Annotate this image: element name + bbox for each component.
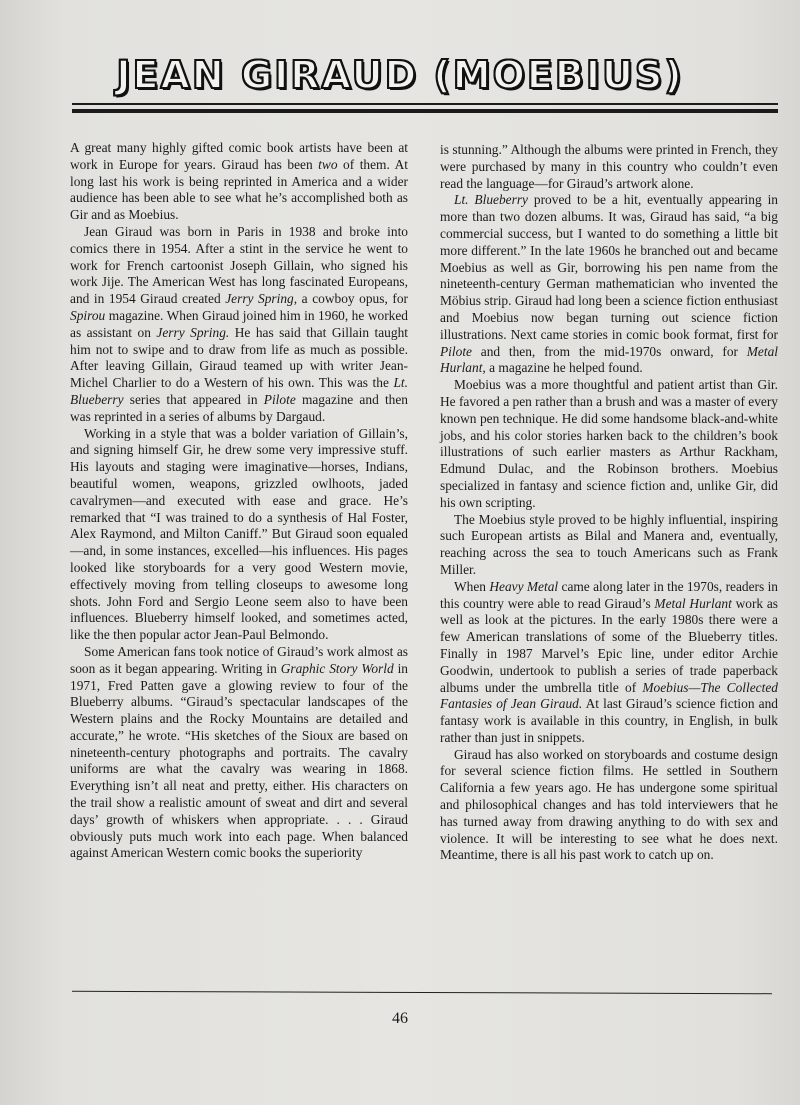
italic-title: Jerry Spring, bbox=[225, 291, 298, 307]
text-run: At last Giraud’s science fiction and fantasy work is available in this country, in English, in bulk rather than just in snippets. bbox=[440, 696, 779, 745]
italic-title: Pilote bbox=[440, 343, 472, 359]
italic-title: Jerry Spring. bbox=[156, 324, 230, 340]
text-run: When bbox=[454, 578, 490, 594]
italic-title: Heavy Metal bbox=[489, 578, 559, 594]
text-run: Some American fans took notice of Giraud’s work almost as soon as it began appearing. Writing in bbox=[70, 643, 408, 676]
title-rule-thick bbox=[72, 109, 778, 113]
text-run: Working in a style that was a bolder variation of Gillain’s, and signing himself Gir, he drew some very impressive stuff. His layouts and staging were imaginative—horses, Indians, beautiful women, weapons, grizzled owlhoots, jaded cavalrymen—and executed with ease and grace. He’s remarked that “I was trained to do a synthesis of Hal Foster, Alex Raymond, and Milton Caniff.” But Giraud soon equaled—and, in some instances, excelled—his influences. His pages looked like storyboards for a very good Western movie, effectively moving from telling closeups to awesome long shots. John Ford and Sergio Leone seem also to have been influences. Blueberry himself looked, and sometimes acted, like the then popular actor Jean-Paul Belmondo. bbox=[70, 425, 408, 643]
italic-title: Pilote bbox=[263, 391, 296, 407]
paragraph bbox=[440, 142, 778, 192]
italic-title: Metal Hurlant bbox=[654, 595, 732, 611]
paragraph bbox=[70, 224, 408, 426]
page-number: 46 bbox=[392, 1010, 408, 1027]
text-run: work as well as look at the pictures. In the early 1980s there were a few American translations of some of the Blueberry titles. Finally in 1987 Marvel’s Epic line, under editor Archie Goodwin, undertook to publish a series of trade paperback albums under the umbrella title of bbox=[440, 595, 779, 695]
paragraph bbox=[440, 377, 778, 511]
text-run: in 1971, Fred Patten gave a glowing review to four of the Blueberry albums. “Giraud’s spectacular landscapes of the Western plains and the Rocky Mountains are detailed and accurate,” he wrote. “His sketches of the Sioux are based on nineteenth-century photographs and portraits. The cavalry uniforms are what the cavalry was wearing in 1868. Everything isn’t all neat and pretty, either. His characters on the trail show a realistic amount of sweat and dirt and several days’ growth of whiskers when appropriate. . . . Giraud obviously puts much work into each page. When balanced against American Western comic books the superiority bbox=[70, 660, 409, 861]
text-run: of them. At long last his work is being reprinted in America and a wider audience has been able to see what he’s accomplished both as Gir and as Moebius. bbox=[70, 156, 408, 223]
text-run: is stunning.” Although the albums were printed in French, they were purchased by many in this country who couldn’t even read the language—for Giraud’s artwork alone. bbox=[440, 142, 778, 191]
paragraph bbox=[70, 644, 408, 862]
text-run: magazine. When Giraud joined him in 1960, he worked as assistant on bbox=[70, 307, 408, 340]
text-run: The Moebius style proved to be highly influential, inspiring such European artists as Bilal and Manera and, eventually, reaching across the sea to touch Americans such as Frank Miller. bbox=[440, 511, 778, 577]
text-run: and then, from the mid-1970s onward, for bbox=[471, 343, 747, 359]
italic-title: Metal Hurlant, bbox=[440, 343, 778, 376]
italic-title: Lt. Blueberry bbox=[454, 192, 528, 208]
text-run: Jean Giraud was born in Paris in 1938 and broke into comics there in 1954. After a stint in the service he went to work for French cartoonist Joseph Gillain, who signed his work Jije. The American West has long fascinated Europeans, and in 1954 Giraud created bbox=[70, 223, 408, 307]
paragraph bbox=[440, 579, 778, 747]
right-column bbox=[440, 142, 778, 864]
text-run: series that appeared in bbox=[123, 391, 264, 407]
text-run: A great many highly gifted comic book artists have been at work in Europe for years. Giraud has been bbox=[70, 140, 408, 172]
text-run: a cowboy opus, for bbox=[297, 291, 408, 307]
italic-title: two bbox=[318, 156, 338, 172]
text-run: proved to be a hit, eventually appearing in more than two dozen albums. It was, Giraud has said, “a big commercial success, but I wanted to do something a little bit more different.” In the late 1960s he branched out and became Moebius as well as Gir, borrowing his pen name from the nineteenth-century German mathematician who invented the Möbius strip. Giraud had long been a science fiction enthusiast and Moebius now began turning out science fiction illustrations. Next came stories in comic book format, first for bbox=[440, 192, 778, 342]
text-run: Moebius was a more thoughtful and patient artist than Gir. He favored a pen rather than a brush and was a master of every known pen technique. He did some handsome black-and-white jobs, and his color stories harken back to the children’s book illustrations of such earlier masters as Arthur Rackham, Edmund Dulac, and the Robinson brothers. Moebius specialized in fantasy and science fiction and, unlike Gir, did his own scripting. bbox=[440, 377, 778, 510]
left-column bbox=[70, 140, 408, 862]
text-run: Giraud has also worked on storyboards and costume design for several science fiction films. He settled in Southern California a few years ago. He has undergone some spiritual and philosophical changes and has told interviewers that he has turned away from drawing anything to do with sex and violence. It will be interesting to see what he does next. Meantime, there is all his past work to catch up on. bbox=[440, 746, 778, 863]
paragraph bbox=[440, 192, 778, 377]
italic-title: Moebius—The Collected Fantasies of Jean Giraud. bbox=[440, 679, 778, 712]
italic-title: Graphic Story World bbox=[280, 660, 394, 676]
text-run: magazine and then was reprinted in a series of albums by Dargaud. bbox=[70, 391, 409, 424]
paragraph bbox=[70, 426, 408, 644]
paragraph bbox=[440, 747, 778, 865]
paragraph bbox=[440, 512, 778, 579]
footer-rule bbox=[72, 991, 772, 994]
paragraph bbox=[70, 140, 408, 224]
text-run: He has said that Gillain taught him not to swipe and to draw from life as much as possible. After leaving Gillain, Giraud teamed up with writer Jean-Michel Charlier to do a Western of his own. This was the bbox=[70, 324, 408, 391]
text-run: a magazine he helped found. bbox=[485, 360, 643, 376]
page-title: JEAN GIRAUD (MOEBIUS) bbox=[116, 53, 684, 97]
italic-title: Lt. Blueberry bbox=[70, 375, 408, 407]
italic-title: Spirou bbox=[70, 307, 106, 323]
text-run: came along later in the 1970s, readers in this country were able to read Giraud’s bbox=[440, 578, 779, 611]
title-rule-thin bbox=[72, 103, 778, 105]
